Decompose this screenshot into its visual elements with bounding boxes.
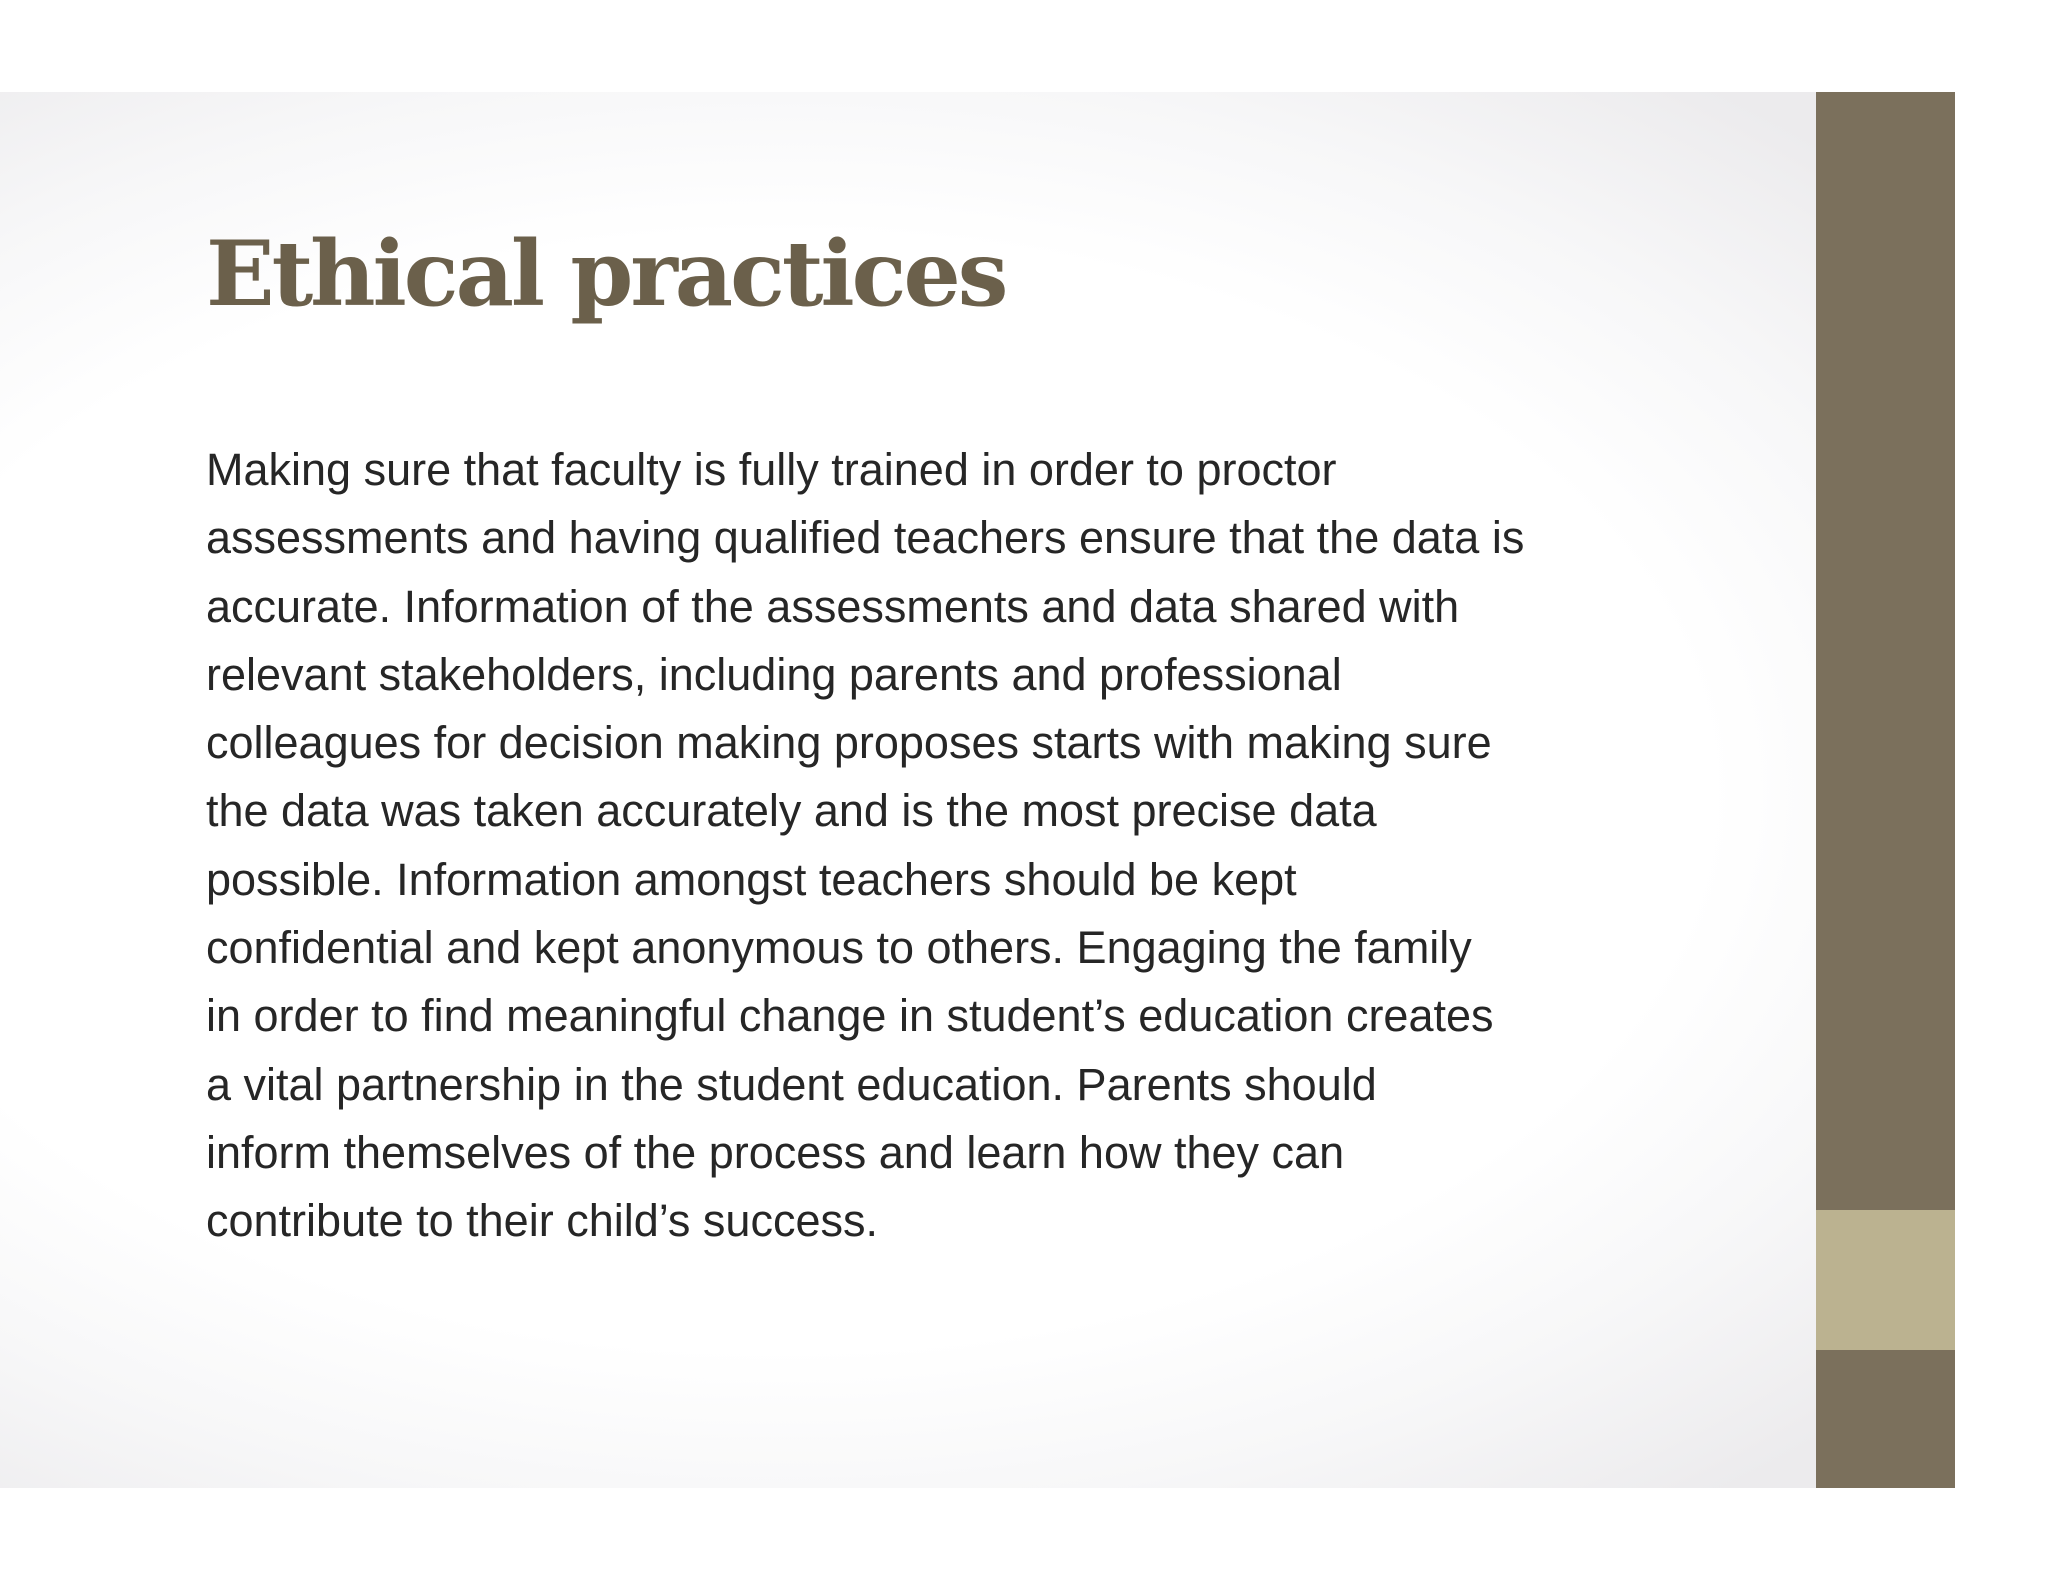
body-line: relevant stakeholders, including parents and professional [206, 648, 1342, 700]
body-line: the data was taken accurately and is the most precise data [206, 785, 1377, 837]
side-bar-light-accent [1816, 1210, 1955, 1350]
body-line: in order to find meaningful change in student’s education creates [206, 990, 1494, 1042]
side-bar-dark-bottom [1816, 1350, 1955, 1488]
body-line: possible. Information amongst teachers should be kept [206, 853, 1297, 905]
body-line: colleagues for decision making proposes starts with making sure [206, 717, 1492, 769]
body-line: inform themselves of the process and learn how they can [206, 1126, 1345, 1178]
body-line: accurate. Information of the assessments and data shared with [206, 580, 1460, 632]
body-line: confidential and kept anonymous to others. Engaging the family [206, 922, 1472, 974]
body-line: Making sure that faculty is fully trained in order to proctor [206, 444, 1337, 495]
slide-body-text [206, 436, 1736, 1256]
body-line: a vital partnership in the student education. Parents should [206, 1058, 1377, 1110]
body-line: assessments and having qualified teachers ensure that the data is [206, 512, 1525, 564]
body-line: contribute to their child’s success. [206, 1195, 878, 1247]
slide-title: Ethical practices [206, 221, 1006, 327]
side-bar-dark-top [1816, 92, 1955, 1210]
decorative-side-bar [1816, 92, 1955, 1488]
